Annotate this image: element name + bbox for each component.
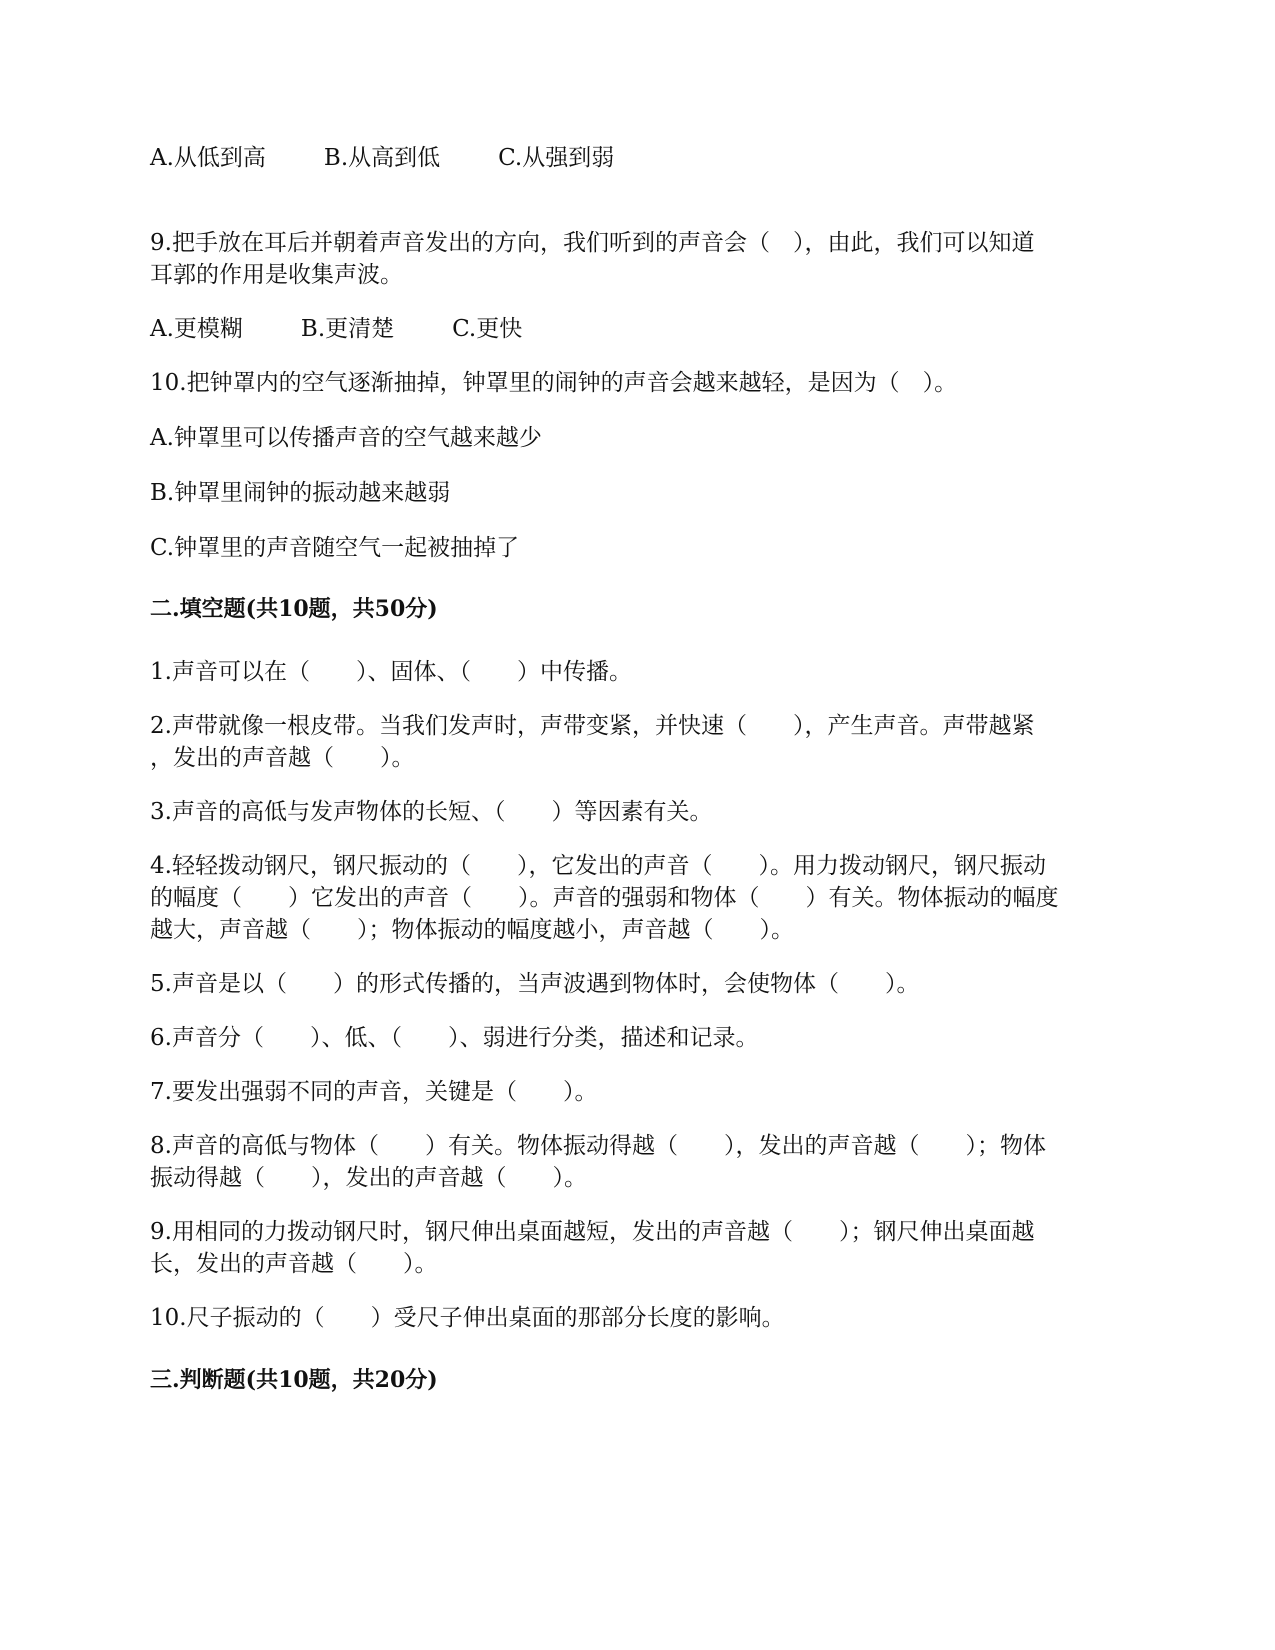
q8-options bbox=[150, 142, 614, 174]
fill-q1: 1.声音可以在（ ）、固体、（ ）中传播。 bbox=[150, 659, 632, 685]
fill-q4-line-2: 的幅度（ ）它发出的声音（ ）。声音的强弱和物体（ ）有关。物体振动的幅度 bbox=[150, 885, 1059, 911]
fill-q5: 5.声音是以（ ）的形式传播的，当声波遇到物体时，会使物体（ ）。 bbox=[150, 971, 920, 997]
q9-options bbox=[150, 313, 522, 345]
fill-q9-line-2: 长，发出的声音越（ ）。 bbox=[150, 1251, 438, 1277]
fill-q4-line-3: 越大，声音越（ ）；物体振动的幅度越小，声音越（ ）。 bbox=[150, 917, 794, 943]
section-3-heading: 三.判断题(共10题，共20分) bbox=[150, 1367, 438, 1393]
section-2-heading: 二.填空题(共10题，共50分) bbox=[150, 596, 438, 622]
option-a: A.从低到高 bbox=[150, 145, 266, 171]
option-c: C.更快 bbox=[452, 316, 523, 342]
fill-q10: 10.尺子振动的（ ）受尺子伸出桌面的那部分长度的影响。 bbox=[150, 1305, 785, 1331]
fill-q6: 6.声音分（ ）、低、（ ）、弱进行分类，描述和记录。 bbox=[150, 1025, 759, 1051]
option-a: A.更模糊 bbox=[150, 316, 243, 342]
option-b: B.从高到低 bbox=[323, 145, 441, 171]
fill-q8-line-2: 振动得越（ ），发出的声音越（ ）。 bbox=[150, 1165, 587, 1191]
q10-option-b: B.钟罩里闹钟的振动越来越弱 bbox=[150, 480, 451, 506]
q9-text-line-2: 耳郭的作用是收集声波。 bbox=[150, 262, 403, 288]
fill-q3: 3.声音的高低与发声物体的长短、（ ）等因素有关。 bbox=[150, 799, 713, 825]
fill-q8-line-1: 8.声音的高低与物体（ ）有关。物体振动得越（ ），发出的声音越（ ）；物体 bbox=[150, 1133, 1046, 1159]
q10-option-c: C.钟罩里的声音随空气一起被抽掉了 bbox=[150, 535, 520, 561]
q9-text-line-1: 9.把手放在耳后并朝着声音发出的方向，我们听到的声音会（ ），由此，我们可以知道 bbox=[150, 230, 1035, 256]
q10-text: 10.把钟罩内的空气逐渐抽掉，钟罩里的闹钟的声音会越来越轻，是因为（ ）。 bbox=[150, 370, 958, 396]
fill-q2-line-2: ，发出的声音越（ ）。 bbox=[150, 745, 415, 771]
fill-q4-line-1: 4.轻轻拨动钢尺，钢尺振动的（ ），它发出的声音（ ）。用力拨动钢尺，钢尺振动 bbox=[150, 853, 1046, 879]
q10-option-a: A.钟罩里可以传播声音的空气越来越少 bbox=[150, 425, 542, 451]
option-c: C.从强到弱 bbox=[498, 145, 615, 171]
fill-q9-line-1: 9.用相同的力拨动钢尺时，钢尺伸出桌面越短，发出的声音越（ ）；钢尺伸出桌面越 bbox=[150, 1219, 1035, 1245]
option-b: B.更清楚 bbox=[300, 316, 395, 342]
fill-q2-line-1: 2.声带就像一根皮带。当我们发声时，声带变紧，并快速（ ），产生声音。声带越紧 bbox=[150, 713, 1035, 739]
fill-q7: 7.要发出强弱不同的声音，关键是（ ）。 bbox=[150, 1079, 598, 1105]
